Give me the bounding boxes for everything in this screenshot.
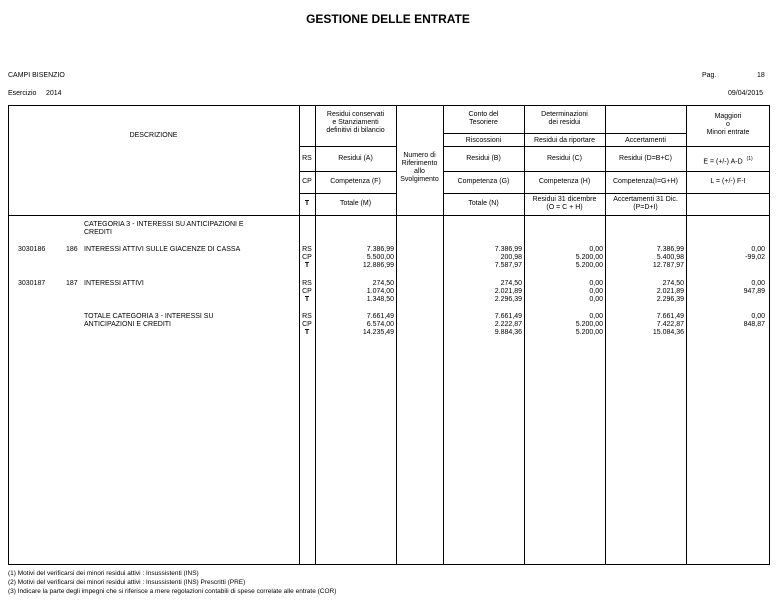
col-competenza-i: Competenza(I=G+H) xyxy=(613,178,678,185)
row-tag-cp: CP xyxy=(302,178,312,185)
cell-b-rs: 7.386,99 xyxy=(494,246,522,253)
tag-t: T xyxy=(304,262,310,269)
col-maggiori-minori: Maggiori o Minori entrate xyxy=(706,113,750,136)
total-a-rs: 7.661,49 xyxy=(366,313,394,320)
cell-e-cp: -99,02 xyxy=(745,254,765,261)
total-d-cp: 7.422,87 xyxy=(656,321,684,328)
col-residui-d: Residui (D=B+C) xyxy=(619,155,672,162)
cell-b-cp: 2.021,89 xyxy=(494,288,522,295)
cell-d-rs: 7.386,99 xyxy=(656,246,684,253)
cell-c-rs: 0,00 xyxy=(589,246,603,253)
cell-a-rs: 7.386,99 xyxy=(366,246,394,253)
tag-cp: CP xyxy=(302,288,312,295)
tag-rs: RS xyxy=(302,280,312,287)
col-totale-m: Totale (M) xyxy=(339,200,372,207)
tag-rs: RS xyxy=(302,246,312,253)
cell-d-t: 2.296,39 xyxy=(656,296,684,303)
cell-a-rs: 274,50 xyxy=(372,280,394,287)
total-e-rs: 0,00 xyxy=(751,313,765,320)
cell-c-t: 0,00 xyxy=(589,296,603,303)
cell-c-cp: 0,00 xyxy=(589,288,603,295)
total-b-t: 9.884,36 xyxy=(494,329,522,336)
cell-a-t: 1.348,50 xyxy=(366,296,394,303)
col-residui-31: Residui 31 dicembre (O = C + H) xyxy=(532,196,597,211)
page-label: Pag. xyxy=(702,72,717,79)
col-riscossioni: Riscossioni xyxy=(465,137,502,144)
col-conto-tesoriere: Conto del Tesoriere xyxy=(468,111,499,126)
cell-b-cp: 200,98 xyxy=(500,254,522,261)
total-d-rs: 7.661,49 xyxy=(656,313,684,320)
cell-d-cp: 2.021,89 xyxy=(656,288,684,295)
total-a-cp: 6.574,00 xyxy=(366,321,394,328)
total-a-t: 14.235,49 xyxy=(362,329,394,336)
tag-cp: CP xyxy=(302,321,312,328)
tag-t: T xyxy=(304,296,310,303)
col-totale-n: Totale (N) xyxy=(468,200,499,207)
esercizio-label: Esercizio xyxy=(8,90,37,97)
tag-cp: CP xyxy=(302,254,312,261)
cell-a-cp: 5.500,00 xyxy=(366,254,394,261)
tag-rs: RS xyxy=(302,313,312,320)
page-title: GESTIONE DELLE ENTRATE xyxy=(306,12,470,26)
category-title: CATEGORIA 3 - INTERESSI SU ANTICIPAZIONI E CREDITI xyxy=(84,221,244,236)
header-divider xyxy=(8,215,770,216)
col-residui-conservati: Residui conservati e Stanziamenti definitivi di bilancio xyxy=(326,111,385,134)
cell-b-t: 2.296,39 xyxy=(494,296,522,303)
cell-c-rs: 0,00 xyxy=(589,280,603,287)
cell-d-t: 12.787,97 xyxy=(652,262,684,269)
col-numero-riferimento: Numero di Riferimento allo Svolgimento xyxy=(400,152,439,183)
cell-d-cp: 5.400,98 xyxy=(656,254,684,261)
col-competenza-h: Competenza (H) xyxy=(538,178,591,185)
total-c-rs: 0,00 xyxy=(589,313,603,320)
cell-c-t: 5.200,00 xyxy=(575,262,603,269)
total-b-rs: 7.661,49 xyxy=(494,313,522,320)
col-residui-b: Residui (B) xyxy=(466,155,501,162)
col-e-formula: E = (+/-) A-D $^{(1)}$ xyxy=(703,156,753,166)
esercizio-value: 2014 xyxy=(46,90,62,97)
col-residui-c: Residui (C) xyxy=(546,155,582,162)
total-c-t: 5.200,00 xyxy=(575,329,603,336)
col-accertamenti-31: Accertamenti 31 Dic. (P=D+I) xyxy=(613,196,678,211)
col-l-formula: L = (+/-) F-I xyxy=(710,178,746,185)
col-competenza-g: Competenza (G) xyxy=(457,178,510,185)
row-description: INTERESSI ATTIVI SULLE GIACENZE DI CASSA xyxy=(84,246,241,253)
footnote-3: (3) Indicare la parte degli impegni che si riferisce a mere regolazioni contabili di spese correlate alle entrate (COR) xyxy=(8,588,337,595)
cell-e-cp: 947,89 xyxy=(743,288,765,295)
cell-b-rs: 274,50 xyxy=(500,280,522,287)
total-d-t: 15.084,36 xyxy=(652,329,684,336)
total-c-cp: 5.200,00 xyxy=(575,321,603,328)
row-number: 186 xyxy=(66,246,78,253)
row-code: 3030186 xyxy=(18,246,46,253)
row-tag-rs: RS xyxy=(302,155,312,162)
cell-d-rs: 274,50 xyxy=(662,280,684,287)
total-b-cp: 2.222,87 xyxy=(494,321,522,328)
col-residui-da-riportare: Residui da riportare xyxy=(533,137,596,144)
row-description: INTERESSI ATTIVI xyxy=(84,280,144,287)
ente-name: CAMPI BISENZIO xyxy=(8,72,65,79)
col-competenza-f: Competenza (F) xyxy=(330,178,381,185)
page-number: 18 xyxy=(757,72,765,79)
footnote-1: (1) Motivi del verificarsi dei minori residui attivi : Insussistenti (INS) xyxy=(8,570,199,577)
row-tag-t: T xyxy=(304,200,310,207)
cell-b-t: 7.587,97 xyxy=(494,262,522,269)
col-determinazioni: Determinazioni dei residui xyxy=(541,111,588,126)
col-residui-a: Residui (A) xyxy=(338,155,373,162)
row-code: 3030187 xyxy=(18,280,46,287)
cell-a-cp: 1.074,00 xyxy=(366,288,394,295)
col-descrizione: DESCRIZIONE xyxy=(129,132,178,139)
total-description: TOTALE CATEGORIA 3 - INTERESSI SU ANTICIPAZIONI E CREDITI xyxy=(84,313,214,328)
cell-c-cp: 5.200,00 xyxy=(575,254,603,261)
cell-e-rs: 0,00 xyxy=(751,246,765,253)
total-e-cp: 848,87 xyxy=(743,321,765,328)
tag-t: T xyxy=(304,329,310,336)
cell-a-t: 12.886,99 xyxy=(362,262,394,269)
report-date: 09/04/2015 xyxy=(728,90,764,97)
row-number: 187 xyxy=(66,280,78,287)
footnote-2: (2) Motivi del verificarsi dei minori residui attivi : Insussistenti (INS) Prescritti (PRE) xyxy=(8,579,246,586)
cell-e-rs: 0,00 xyxy=(751,280,765,287)
col-accertamenti: Accertamenti xyxy=(625,137,666,144)
